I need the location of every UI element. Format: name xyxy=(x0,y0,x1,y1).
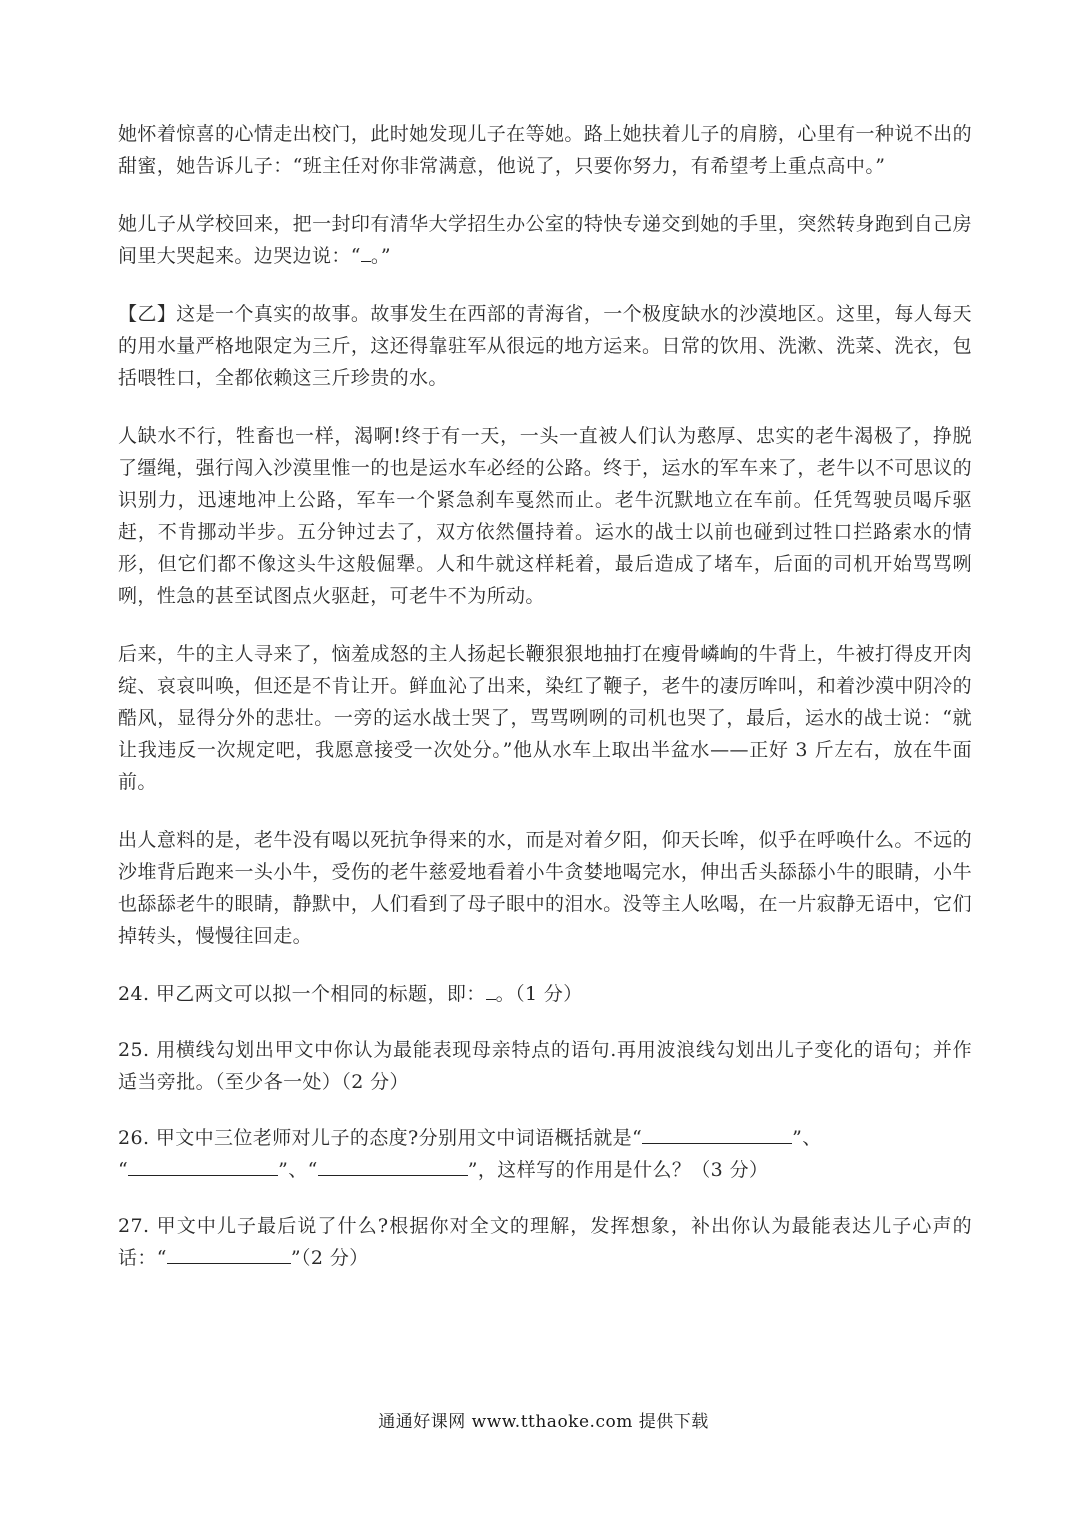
paragraph-6: 出人意料的是，老牛没有喝以死抗争得来的水，而是对着夕阳，仰天长哞，似乎在呼唤什么。不远的沙堆背后跑来一头小牛，受伤的老牛慈爱地看着小牛贪婪地喝完水，伸出舌头舔舔小牛的眼睛，小牛也舔舔老牛的眼睛，静默中，人们看到了母子眼中的泪水。没等主人吆喝，在一片寂静无语中，它们掉转头，慢慢往回走。 xyxy=(118,829,972,947)
paragraph-2-tail: 。” xyxy=(370,245,391,267)
question-24-text: 24. 甲乙两文可以拟一个相同的标题，即： xyxy=(118,983,486,1005)
question-27-text: 27. 甲文中儿子最后说了什么?根据你对全文的理解，发挥想象，补出你认为最能表达儿子心声的话：“ xyxy=(118,1215,972,1269)
question-24-score: 。（1 分） xyxy=(495,983,583,1005)
paragraph-1: 她怀着惊喜的心情走出校门，此时她发现儿子在等她。路上她扶着儿子的肩膀，心里有一种说不出的甜蜜，她告诉儿子：“班主任对你非常满意，他说了，只要你努力，有希望考上重点高中。” xyxy=(118,123,972,177)
paragraph-2-text: 她儿子从学校回来，把一封印有清华大学招生办公室的特快专递交到她的手里，突然转身跑到自己房间里大哭起来。边哭边说：“ xyxy=(118,213,972,267)
question-24 xyxy=(118,978,972,1010)
answer-blank[interactable] xyxy=(128,1155,278,1176)
paragraph-2 xyxy=(118,208,972,272)
paragraph-3: 【乙】这是一个真实的故事。故事发生在西部的青海省，一个极度缺水的沙漠地区。这里，每人每天的用水量严格地限定为三斤，这还得靠驻军从很远的地方运来。日常的饮用、洗漱、洗菜、洗衣，包括喂牲口，全都依赖这三斤珍贵的水。 xyxy=(118,303,972,389)
question-27 xyxy=(118,1210,972,1274)
document-body xyxy=(118,118,972,1298)
question-26 xyxy=(118,1122,972,1186)
question-26-sep2: ”、“ xyxy=(278,1159,318,1181)
answer-blank[interactable] xyxy=(361,241,371,262)
paragraph-4: 人缺水不行，牲畜也一样，渴啊!终于有一天，一头一直被人们认为憨厚、忠实的老牛渴极了，挣脱了缰绳，强行闯入沙漠里惟一的也是运水车必经的公路。终于，运水的军车来了，老牛以不可思议的识别力，迅速地冲上公路，军车一个紧急刹车戛然而止。老牛沉默地立在车前。任凭驾驶员喝斥驱赶，不肯挪动半步。五分钟过去了，双方依然僵持着。运水的战士以前也碰到过牲口拦路索水的情形，但它们都不像这头牛这般倔犟。人和牛就这样耗着，最后造成了堵车，后面的司机开始骂骂咧咧，性急的甚至试图点火驱赶，可老牛不为所动。 xyxy=(118,425,972,607)
answer-blank[interactable] xyxy=(167,1243,291,1264)
question-26-quote: “ xyxy=(118,1159,129,1181)
question-25: 25. 用横线勾划出甲文中你认为最能表现母亲特点的语句.再用波浪线勾划出儿子变化的语句；并作适当旁批。（至少各一处）（2 分） xyxy=(118,1039,972,1093)
question-26-tail: ”，这样写的作用是什么？（3 分） xyxy=(467,1159,769,1181)
answer-blank[interactable] xyxy=(486,979,496,1000)
paragraph-5: 后来，牛的主人寻来了，恼羞成怒的主人扬起长鞭狠狠地抽打在瘦骨嶙峋的牛背上，牛被打得皮开肉绽、哀哀叫唤，但还是不肯让开。鲜血沁了出来，染红了鞭子，老牛的凄厉哞叫，和着沙漠中阴冷的酷风，显得分外的悲壮。一旁的运水战士哭了，骂骂咧咧的司机也哭了，最后，运水的战士说：“就让我违反一次规定吧，我愿意接受一次处分。”他从水车上取出半盆水——正好 3 斤左右，放在牛面前。 xyxy=(118,643,972,793)
question-27-tail: ”（2 分） xyxy=(290,1247,369,1269)
question-26-sep1: ”、 xyxy=(792,1127,822,1149)
question-26-text: 26. 甲文中三位老师对儿子的态度?分别用文中词语概括就是“ xyxy=(118,1127,643,1149)
answer-blank[interactable] xyxy=(642,1123,792,1144)
answer-blank[interactable] xyxy=(318,1155,468,1176)
page-footer: 通通好课网 www.tthaoke.com 提供下载 xyxy=(378,1412,709,1432)
